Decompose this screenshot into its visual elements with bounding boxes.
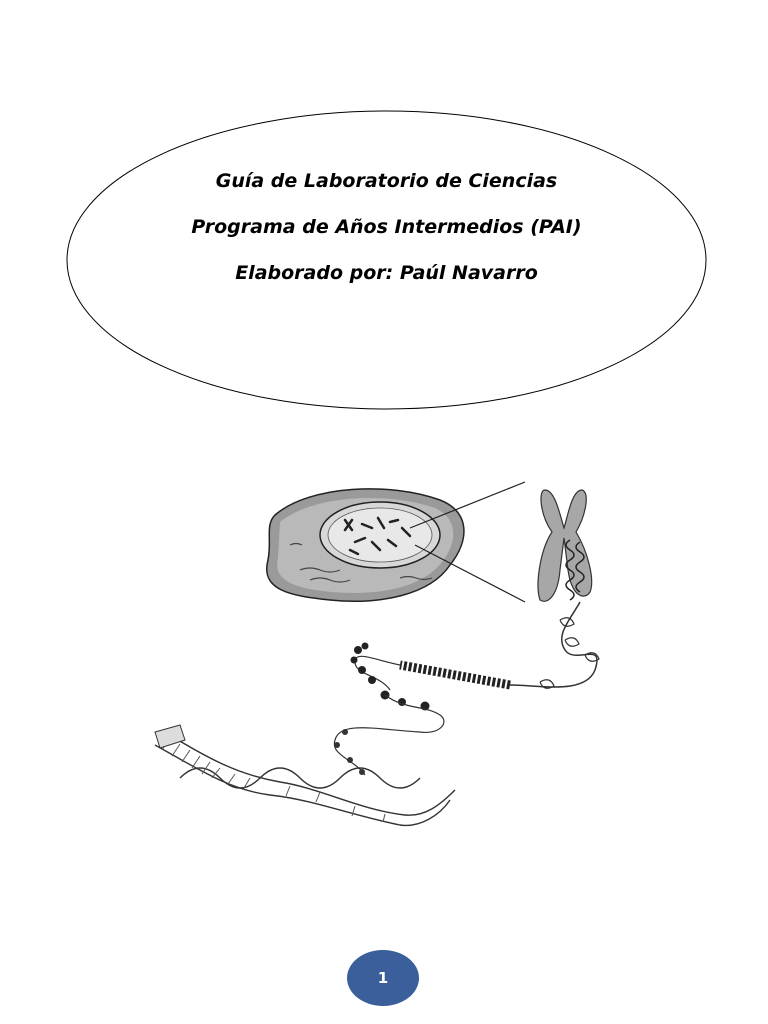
chromosome-icon bbox=[538, 490, 592, 601]
title-line-2: Programa de Años Intermedios (PAI) bbox=[191, 216, 582, 238]
page-number-badge bbox=[347, 950, 419, 1006]
title-line-1: Guía de Laboratorio de Ciencias bbox=[215, 170, 558, 192]
title-block bbox=[66, 158, 707, 296]
title-line-3: Elaborado por: Paúl Navarro bbox=[235, 262, 538, 284]
cell-dna-illustration bbox=[140, 470, 620, 860]
title-oval bbox=[66, 110, 707, 410]
page-number: 1 bbox=[377, 969, 389, 987]
dna-helix-icon bbox=[155, 732, 455, 825]
cell-nucleus-chromosome-dna-icon bbox=[140, 470, 620, 860]
